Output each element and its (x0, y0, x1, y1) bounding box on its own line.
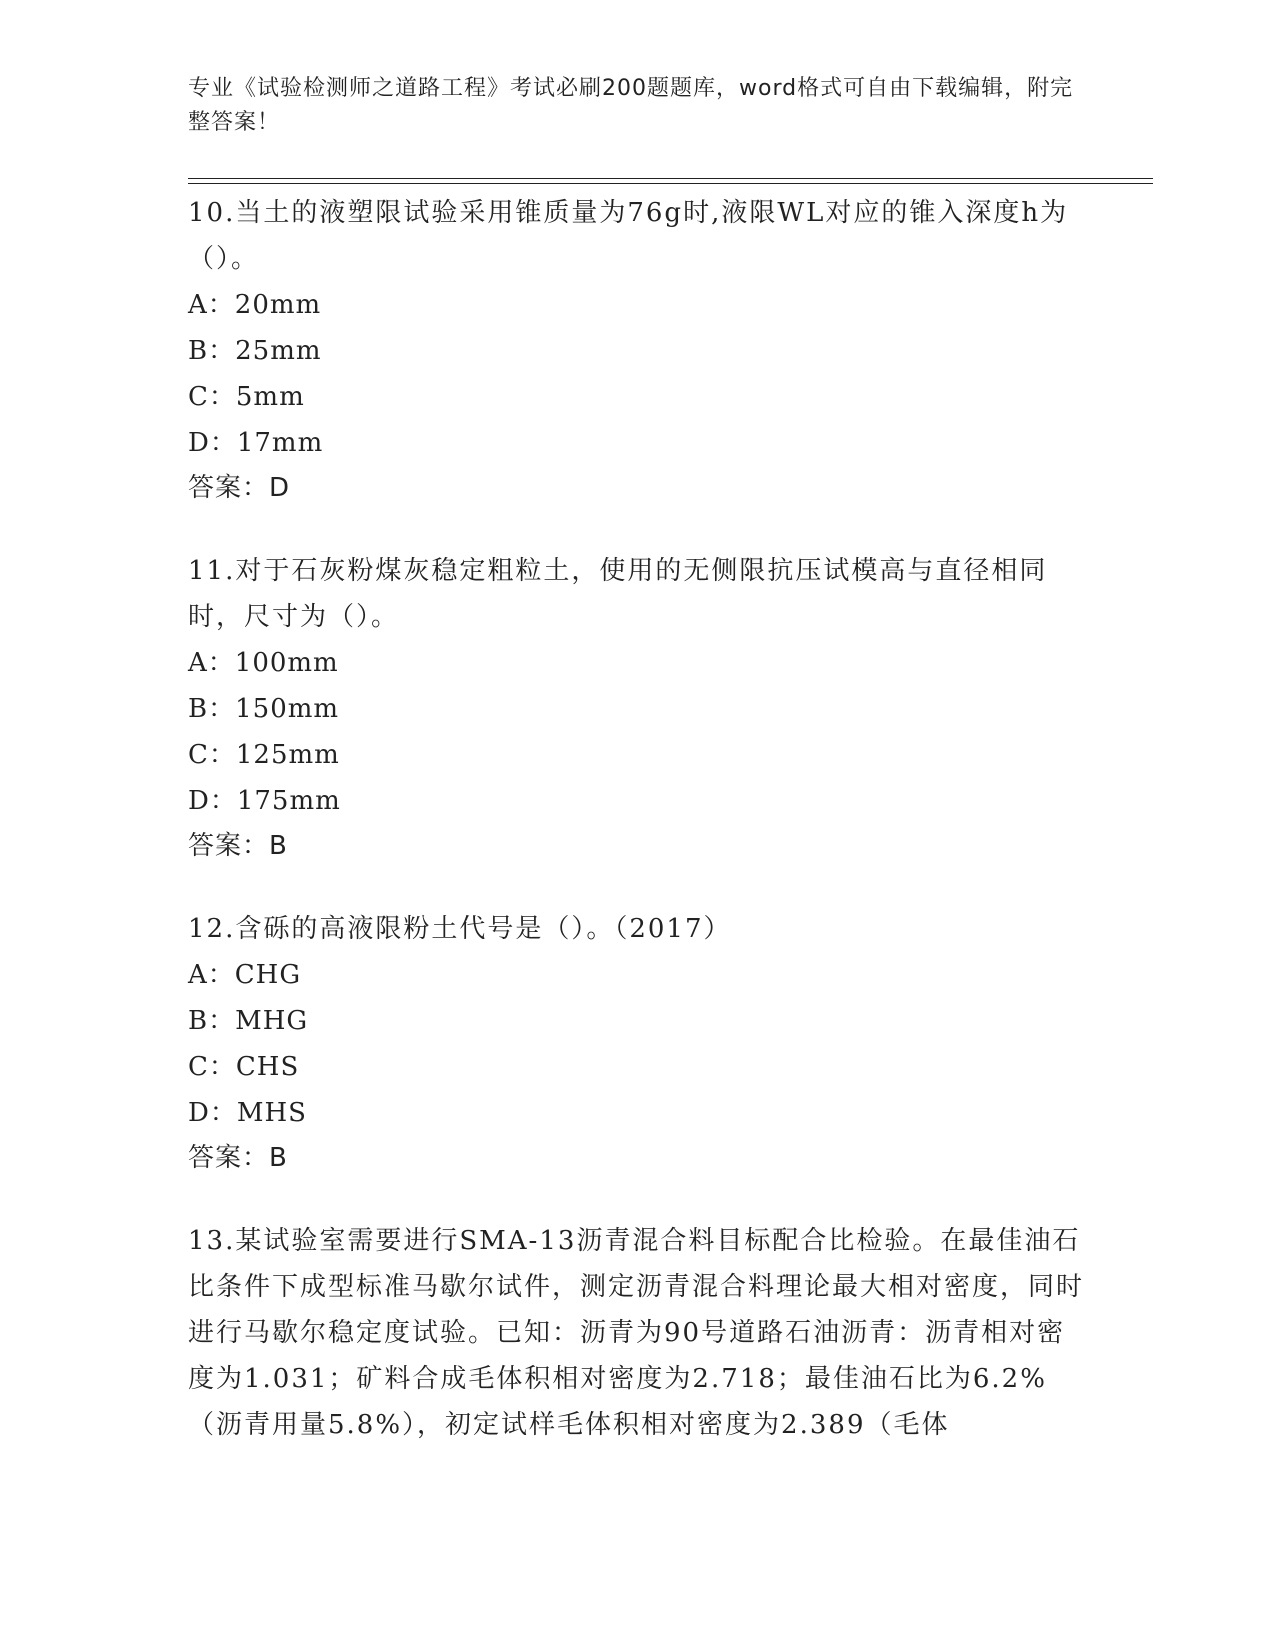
option-d: D：175mm (188, 786, 341, 816)
question-13 (188, 1218, 1088, 1448)
answer-line: 答案：B (188, 831, 288, 861)
option-a: A：100mm (188, 648, 339, 678)
option-b: B：25mm (188, 336, 322, 366)
question-stem: 11.对于石灰粉煤灰稳定粗粒土，使用的无侧限抗压试模高与直径相同时，尺寸为（）。 (188, 556, 1048, 632)
option-d: D：MHS (188, 1098, 307, 1128)
option-c: C：125mm (188, 740, 340, 770)
option-b: B：150mm (188, 694, 340, 724)
question-11 (188, 548, 1088, 868)
question-list (188, 190, 1088, 1486)
header-divider-top (188, 178, 1153, 179)
answer-line: 答案：B (188, 1143, 288, 1173)
question-stem: 10.当土的液塑限试验采用锥质量为76g时,液限WL对应的锥入深度h为（）。 (188, 198, 1069, 274)
option-d: D：17mm (188, 428, 324, 458)
option-a: A：20mm (188, 290, 322, 320)
question-12 (188, 906, 1088, 1180)
question-stem: 12.含砾的高液限粉土代号是（）。（2017） (188, 914, 732, 944)
option-c: C：5mm (188, 382, 305, 412)
header-divider-bottom (188, 183, 1153, 184)
document-header: 专业《试验检测师之道路工程》考试必刷200题题库，word格式可自由下载编辑，附完整答案！ (188, 76, 1074, 135)
question-stem: 13.某试验室需要进行SMA-13沥青混合料目标配合比检验。在最佳油石比条件下成型标准马歇尔试件，测定沥青混合料理论最大相对密度，同时进行马歇尔稳定度试验。已知：沥青为90号道路石油沥青：沥青相对密度为1.031；矿料合成毛体积相对密度为2.718；最佳油石比为6.2%（沥青用量5.8%），初定试样毛体积相对密度为2.389（毛体 (188, 1226, 1085, 1440)
option-c: C：CHS (188, 1052, 300, 1082)
question-10 (188, 190, 1088, 510)
option-b: B：MHG (188, 1006, 309, 1036)
answer-line: 答案：D (188, 473, 291, 503)
option-a: A：CHG (188, 960, 302, 990)
